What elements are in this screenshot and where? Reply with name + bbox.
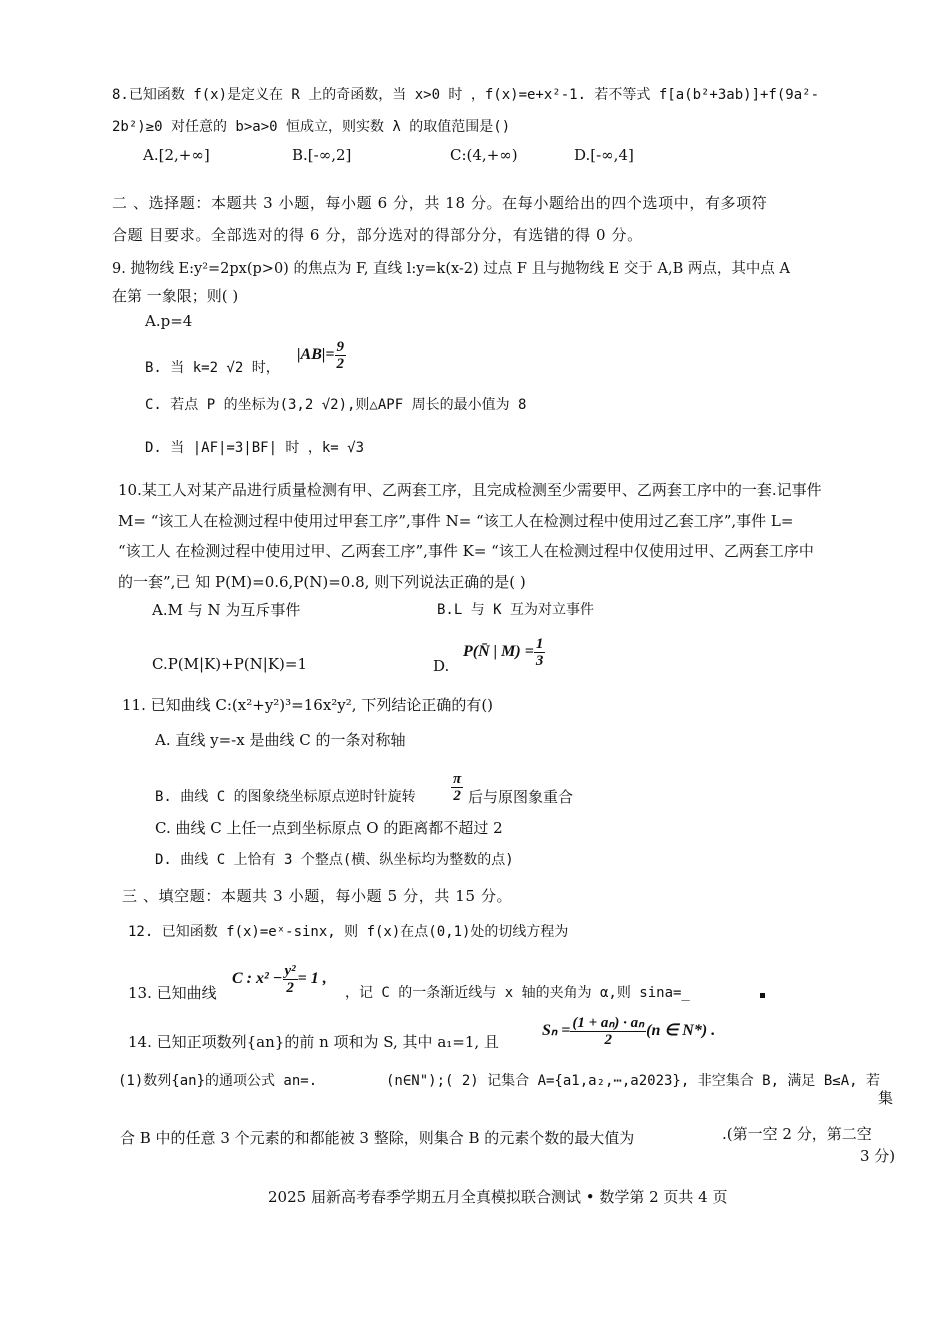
q13-suffix: ，记 C 的一条渐近线与 x 轴的夹角为 α,则 sina=_ bbox=[345, 985, 690, 1001]
q8-option-c: C:(4,+∞) bbox=[450, 146, 518, 164]
q13-frac-num: y² bbox=[284, 962, 296, 979]
q9-line1: 9. 抛物线 E:y²=2px(p>0) 的焦点为 F, 直线 l:y=k(x-2) 过点 F 且与抛物线 E 交于 A,B 两点，其中点 A bbox=[112, 261, 790, 277]
q9-line2: 在第 一象限；则( ) bbox=[112, 287, 239, 305]
q10-frac-num: 1 bbox=[535, 635, 544, 652]
q14-part3: 合 B 中的任意 3 个元素的和都能被 3 整除，则集合 B 的元素个数的最大值为 bbox=[120, 1129, 635, 1147]
q14-frac-den: 2 bbox=[570, 1031, 646, 1048]
q9-option-c: C. 若点 P 的坐标为(3,2 √2),则△APF 周长的最小值为 8 bbox=[145, 397, 527, 413]
q14-part2b: 集 bbox=[878, 1089, 894, 1107]
q14-line1: 14. 已知正项数列{an}的前 n 项和为 S, 其中 a₁=1, 且 bbox=[128, 1033, 499, 1051]
page-footer: 2025 届新高考春季学期五月全真模拟联合测试 • 数学第 2 页共 4 页 bbox=[268, 1188, 728, 1206]
q14-sn-formula bbox=[542, 1010, 715, 1051]
q9-option-b-text: B. 当 k=2 √2 时， bbox=[145, 360, 280, 376]
q8-line1: 8.已知函数 f(x)是定义在 R 上的奇函数，当 x>0 时 ，f(x)=e+x²-1. 若不等式 f[a(b²+3ab)]+f(9a²- bbox=[112, 87, 820, 103]
q8-option-d: D.[-∞,4] bbox=[574, 146, 634, 164]
q10-line1: 10.某工人对某产品进行质量检测有甲、乙两套工序，且完成检测至少需要甲、乙两套工序中的一套.记事件 bbox=[118, 481, 822, 499]
q10-line3: “该工人 在检测过程中使用过甲、乙两套工序”,事件 K= “该工人在检测过程中仅使用过甲、乙两套工序中 bbox=[118, 542, 814, 560]
q10-option-c: C.P(M|K)+P(N|K)=1 bbox=[152, 655, 307, 673]
q10-prob-expr: P(N̄ | M) = bbox=[463, 643, 534, 660]
q11-pi: π bbox=[453, 770, 462, 787]
q10-option-b: B.L 与 K 互为对立事件 bbox=[437, 602, 595, 618]
q14-part1: (1)数列{an}的通项公式 an=. bbox=[118, 1073, 318, 1089]
q13-curve-formula bbox=[232, 958, 327, 999]
q8-option-b: B.[-∞,2] bbox=[292, 146, 352, 164]
q13-frac-den: 2 bbox=[283, 979, 298, 996]
q13-curve-lhs: C : x² − bbox=[232, 970, 283, 987]
q14-sn-lhs: Sₙ = bbox=[542, 1022, 571, 1039]
q9-option-d: D. 当 |AF|=3|BF| 时 ，k= √3 bbox=[145, 440, 365, 456]
q10-line4: 的一套”,已 知 P(M)=0.6,P(N)=0.8, 则下列说法正确的是( ) bbox=[118, 573, 526, 591]
q14-scoring-line1: .(第一空 2 分，第二空 bbox=[722, 1125, 872, 1143]
q11-option-d: D. 曲线 C 上恰有 3 个整点(横、纵坐标均为整数的点) bbox=[155, 852, 514, 868]
q11-option-b-text: B. 曲线 C 的图象绕坐标原点逆时针旋转 bbox=[155, 789, 416, 805]
q8-option-a: A.[2,+∞] bbox=[143, 146, 210, 164]
q14-frac-num: (1 + aₙ) · aₙ bbox=[572, 1014, 645, 1031]
q14-part2a: (n∈N");( 2) 记集合 A={a1,a₂,⋯,a2023}, 非空集合 B, 满足 B≤A, 若 bbox=[386, 1073, 881, 1089]
q12-text: 12. 已知函数 f(x)=eˣ-sinx, 则 f(x)在点(0,1)处的切线方程为 bbox=[128, 924, 569, 940]
q14-scoring-line2: 3 分) bbox=[860, 1147, 896, 1165]
q13-end-dot bbox=[760, 993, 765, 998]
q11-option-c: C. 曲线 C 上任一点到坐标原点 O 的距离都不超过 2 bbox=[155, 819, 503, 837]
q10-option-d-formula bbox=[463, 632, 545, 671]
q11-frac-den: 2 bbox=[451, 787, 463, 804]
q13-curve-rhs: = 1 , bbox=[297, 970, 327, 987]
section3-header: 三 、填空题：本题共 3 小题，每小题 5 分，共 15 分。 bbox=[122, 887, 513, 905]
q11-option-b-tail: 后与原图象重合 bbox=[468, 788, 574, 806]
q11-option-a: A. 直线 y=-x 是曲线 C 的一条对称轴 bbox=[155, 731, 406, 749]
q10-frac-den: 3 bbox=[535, 652, 544, 669]
q8-line2: 2b²)≥0 对任意的 b>a>0 恒成立，则实数 λ 的取值范围是() bbox=[112, 119, 511, 135]
q9-ab-lhs: |AB|= bbox=[297, 346, 335, 363]
q11-line1: 11. 已知曲线 C:(x²+y²)³=16x²y², 下列结论正确的有() bbox=[122, 696, 494, 714]
q14-sn-rhs: (n ∈ N*) . bbox=[646, 1022, 716, 1039]
q9-option-b-formula bbox=[297, 336, 346, 373]
q10-option-a: A.M 与 N 为互斥事件 bbox=[152, 601, 301, 619]
q9-option-a: A.p=4 bbox=[145, 312, 193, 330]
q9-frac-den: 2 bbox=[336, 355, 345, 372]
section2-line2: 合题 目要求。全部选对的得 6 分，部分选对的得部分分，有选错的得 0 分。 bbox=[112, 226, 643, 244]
q10-line2: M= “该工人在检测过程中使用过甲套工序”,事件 N= “该工人在检测过程中使用过乙套工序”,事件 L= bbox=[118, 512, 794, 530]
q10-option-d-label: D. bbox=[433, 657, 450, 675]
section2-line1: 二 、选择题：本题共 3 小题，每小题 6 分，共 18 分。在每小题给出的四个选项中，有多项符 bbox=[112, 194, 768, 212]
q11-option-b-frac bbox=[451, 766, 463, 806]
q9-frac-num: 9 bbox=[336, 338, 345, 355]
q13-prefix: 13. 已知曲线 bbox=[128, 984, 217, 1002]
